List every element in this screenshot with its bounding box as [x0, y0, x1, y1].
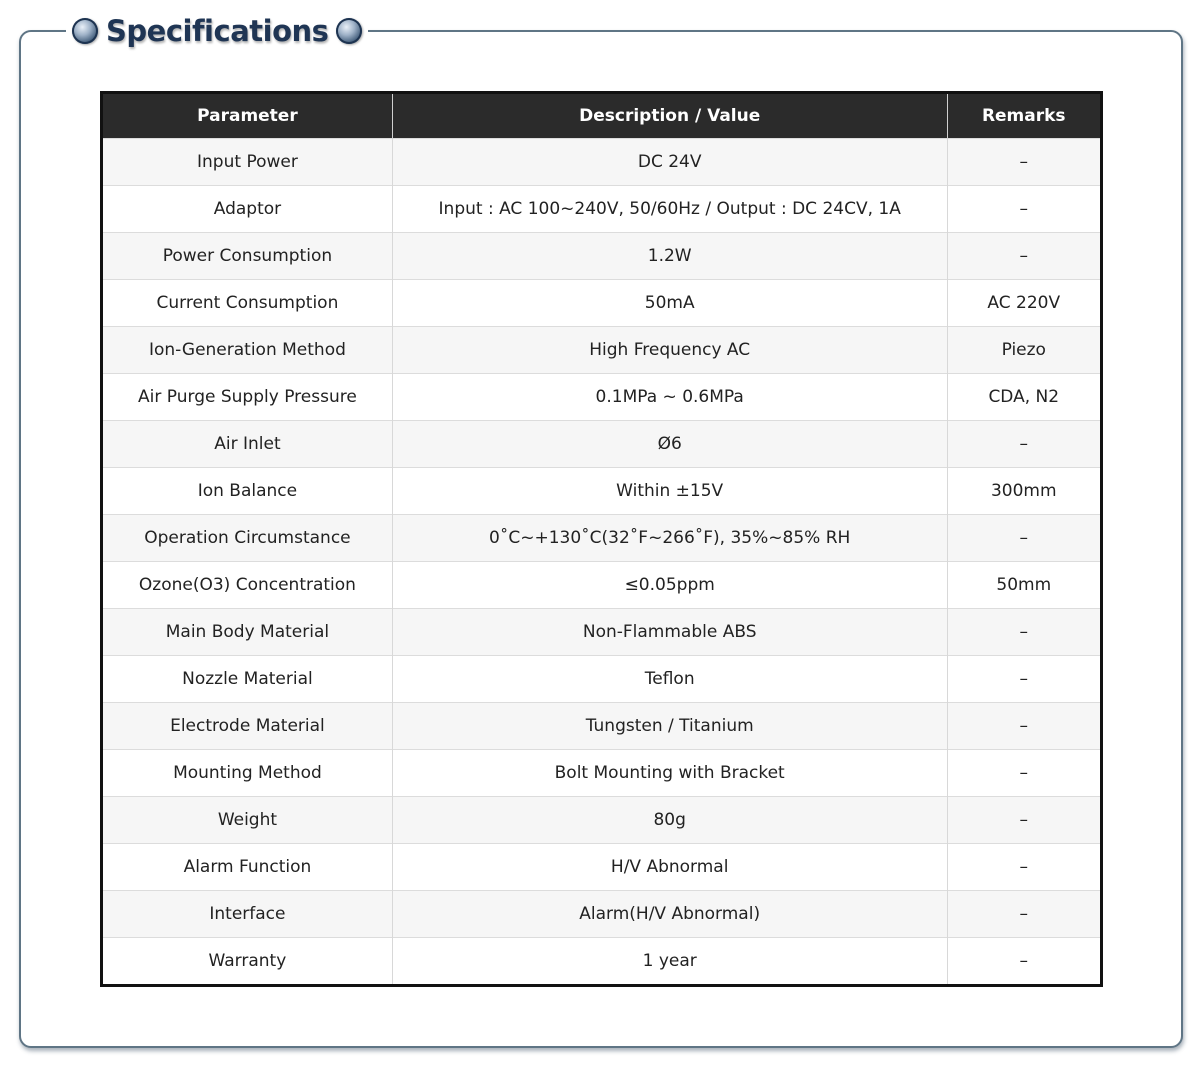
- bullet-right-icon: [336, 18, 362, 44]
- table-body: [102, 139, 1102, 986]
- cell-remarks: –: [947, 750, 1101, 797]
- cell-parameter: Electrode Material: [102, 703, 393, 750]
- table-header-row: [102, 93, 1102, 139]
- cell-value: 80g: [392, 797, 947, 844]
- cell-parameter: Warranty: [102, 938, 393, 986]
- cell-remarks: Piezo: [947, 327, 1101, 374]
- header-remarks: Remarks: [947, 93, 1101, 139]
- cell-parameter: Interface: [102, 891, 393, 938]
- table-row: [102, 656, 1102, 703]
- spec-table: [100, 91, 1103, 987]
- cell-value: High Frequency AC: [392, 327, 947, 374]
- table-row: [102, 233, 1102, 280]
- cell-remarks: –: [947, 421, 1101, 468]
- header-parameter: Parameter: [102, 93, 393, 139]
- table-row: [102, 891, 1102, 938]
- cell-parameter: Adaptor: [102, 186, 393, 233]
- table-row: [102, 938, 1102, 986]
- cell-value: Teflon: [392, 656, 947, 703]
- cell-value: 0˚C~+130˚C(32˚F~266˚F), 35%~85% RH: [392, 515, 947, 562]
- cell-remarks: –: [947, 139, 1101, 186]
- cell-remarks: –: [947, 938, 1101, 986]
- cell-value: DC 24V: [392, 139, 947, 186]
- cell-parameter: Ion Balance: [102, 468, 393, 515]
- table-row: [102, 139, 1102, 186]
- cell-parameter: Nozzle Material: [102, 656, 393, 703]
- cell-value: 50mA: [392, 280, 947, 327]
- cell-parameter: Ion-Generation Method: [102, 327, 393, 374]
- table-row: [102, 750, 1102, 797]
- table-row: [102, 468, 1102, 515]
- cell-remarks: 300mm: [947, 468, 1101, 515]
- cell-parameter: Alarm Function: [102, 844, 393, 891]
- cell-value: 0.1MPa ~ 0.6MPa: [392, 374, 947, 421]
- cell-value: ≤0.05ppm: [392, 562, 947, 609]
- table-row: [102, 374, 1102, 421]
- table-row: [102, 515, 1102, 562]
- cell-value: Tungsten / Titanium: [392, 703, 947, 750]
- table-row: [102, 280, 1102, 327]
- section-header: [66, 8, 368, 54]
- cell-value: Within ±15V: [392, 468, 947, 515]
- cell-parameter: Power Consumption: [102, 233, 393, 280]
- cell-value: Alarm(H/V Abnormal): [392, 891, 947, 938]
- table-row: [102, 703, 1102, 750]
- cell-remarks: CDA, N2: [947, 374, 1101, 421]
- cell-value: 1.2W: [392, 233, 947, 280]
- table-row: [102, 562, 1102, 609]
- table-row: [102, 186, 1102, 233]
- cell-remarks: –: [947, 186, 1101, 233]
- cell-value: Non-Flammable ABS: [392, 609, 947, 656]
- cell-parameter: Input Power: [102, 139, 393, 186]
- table-row: [102, 421, 1102, 468]
- cell-remarks: –: [947, 609, 1101, 656]
- cell-parameter: Weight: [102, 797, 393, 844]
- cell-remarks: –: [947, 797, 1101, 844]
- cell-remarks: –: [947, 233, 1101, 280]
- table-row: [102, 327, 1102, 374]
- bullet-left-icon: [72, 18, 98, 44]
- header-description: Description / Value: [392, 93, 947, 139]
- cell-value: Bolt Mounting with Bracket: [392, 750, 947, 797]
- cell-remarks: –: [947, 844, 1101, 891]
- cell-remarks: –: [947, 891, 1101, 938]
- cell-parameter: Operation Circumstance: [102, 515, 393, 562]
- table-row: [102, 609, 1102, 656]
- cell-parameter: Current Consumption: [102, 280, 393, 327]
- cell-value: H/V Abnormal: [392, 844, 947, 891]
- cell-remarks: –: [947, 515, 1101, 562]
- cell-remarks: 50mm: [947, 562, 1101, 609]
- cell-remarks: AC 220V: [947, 280, 1101, 327]
- cell-remarks: –: [947, 703, 1101, 750]
- cell-value: Input : AC 100~240V, 50/60Hz / Output : DC 24CV, 1A: [392, 186, 947, 233]
- cell-value: Ø6: [392, 421, 947, 468]
- cell-parameter: Ozone(O3) Concentration: [102, 562, 393, 609]
- cell-parameter: Air Inlet: [102, 421, 393, 468]
- cell-remarks: –: [947, 656, 1101, 703]
- cell-value: 1 year: [392, 938, 947, 986]
- table-row: [102, 844, 1102, 891]
- cell-parameter: Mounting Method: [102, 750, 393, 797]
- cell-parameter: Air Purge Supply Pressure: [102, 374, 393, 421]
- cell-parameter: Main Body Material: [102, 609, 393, 656]
- table-row: [102, 797, 1102, 844]
- section-title: Specifications: [106, 14, 329, 48]
